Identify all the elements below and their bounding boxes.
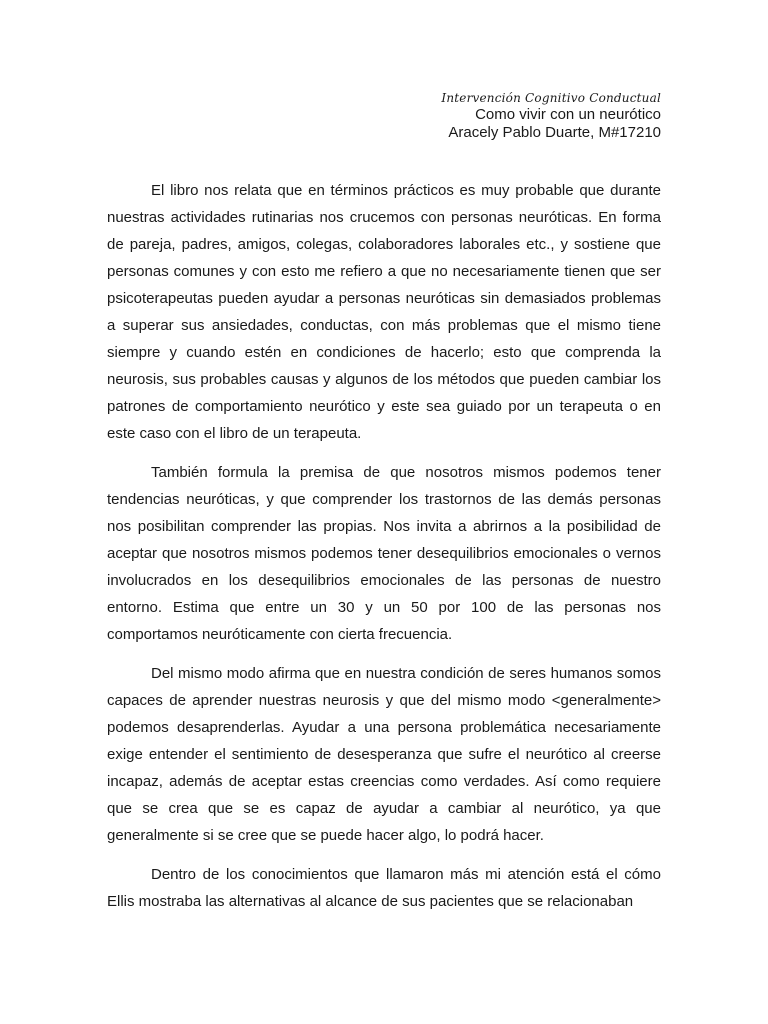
author-line: Aracely Pablo Duarte, M#17210	[448, 124, 661, 141]
paragraph: Dentro de los conocimientos que llamaron más mi atención está el cómo Ellis mostraba las alternativas al alcance de sus pacientes que se relacionaban	[107, 866, 661, 910]
document-header	[441, 90, 661, 142]
paragraph: El libro nos relata que en términos prácticos es muy probable que durante nuestras actividades rutinarias nos crucemos con personas neuróticas. En forma de pareja, padres, amigos, colegas, colaboradores laborales etc., y sostiene que personas comunes y con esto me refiero a que no necesariamente tienen que ser psicoterapeutas pueden ayudar a personas neuróticas sin demasiados problemas a superar sus ansiedades, conductas, con más problemas que el mismo tiene siempre y cuando estén en condiciones de hacerlo; esto que comprenda la neurosis, sus probables causas y algunos de los métodos que pueden cambiar los patrones de comportamiento neurótico y este sea guiado por un terapeuta o en este caso con el libro de un terapeuta.	[107, 182, 661, 442]
document-title: Como vivir con un neurótico	[475, 106, 661, 123]
course-name: Intervención Cognitivo Conductual	[441, 91, 661, 105]
document-body	[107, 177, 661, 927]
paragraph: También formula la premisa de que nosotros mismos podemos tener tendencias neuróticas, y que comprender los trastornos de las demás personas nos posibilitan comprender las propias. Nos invita a abrirnos a la posibilidad de aceptar que nosotros mismos podemos tener desequilibrios emocionales o vernos involucrados en los desequilibrios emocionales de las personas de nuestro entorno. Estima que entre un 30 y un 50 por 100 de las personas nos comportamos neuróticamente con cierta frecuencia.	[107, 464, 661, 643]
paragraph: Del mismo modo afirma que en nuestra condición de seres humanos somos capaces de aprender nuestras neurosis y que del mismo modo <generalmente> podemos desaprenderlas. Ayudar a una persona problemática necesariamente exige entender el sentimiento de desesperanza que sufre el neurótico al creerse incapaz, además de aceptar estas creencias como verdades. Así como requiere que se crea que se es capaz de ayudar a cambiar al neurótico, ya que generalmente si se cree que se puede hacer algo, lo podrá hacer.	[107, 665, 661, 844]
